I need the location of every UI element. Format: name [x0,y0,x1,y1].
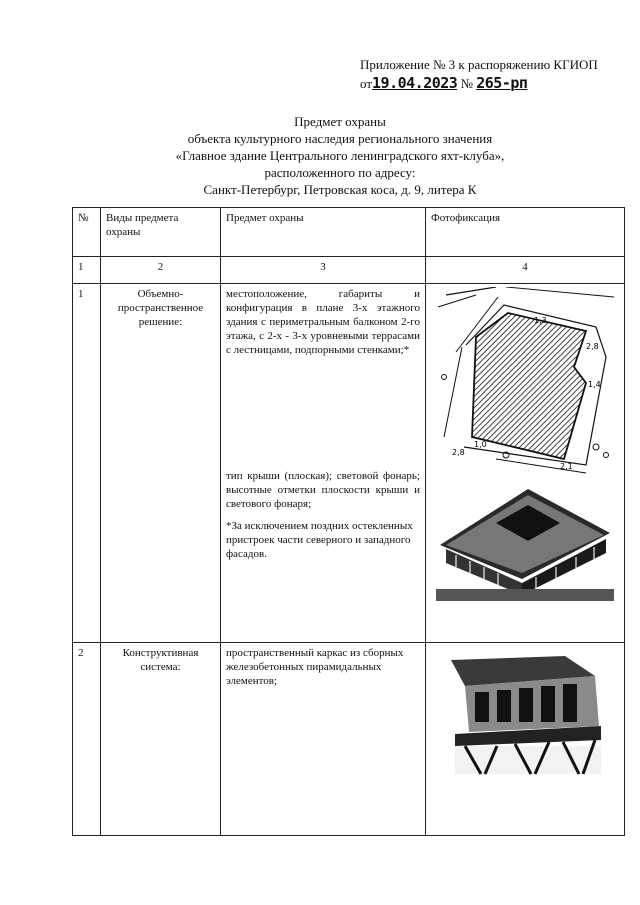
appendix-text: Приложение № 3 к распоряжению КГИОП [360,57,598,72]
column-number: 3 [221,257,426,284]
plan-label: 2,8 [586,342,599,351]
table-row [73,284,625,643]
column-number: 1 [73,257,101,284]
site-plan-image [436,287,614,477]
row-photos [426,284,625,643]
order-line [360,74,610,93]
plan-label: 1,4 [588,380,601,389]
appendix-header [360,56,610,93]
subject-text-1: местоположение, габариты и конфигурация в плане 3-х этажного здания с периметральным балконом 2-го этажа, с 2-х - 3-х уровневыми террасами с лестницами, подпорными стенками;* [226,288,420,356]
plan-label: 2,1 [560,462,573,471]
table-header-row [73,208,625,257]
order-date-handwritten: 19.04.2023 [372,74,458,92]
title-line-5: Санкт-Петербург, Петровская коса, д. 9, литера К [203,182,477,197]
title-line-4: расположенного по адресу: [264,165,416,180]
row-number: 1 [73,284,101,643]
document-title [140,113,540,198]
title-line-1: Предмет охраны [294,114,386,129]
order-number-handwritten: 265-рп [476,74,528,92]
table-row [73,643,625,836]
title-line-3: «Главное здание Центрального ленинградского яхт-клуба», [175,148,505,163]
from-label: от [360,76,373,91]
subject-note: *За исключением поздних остекленных пристроек части северного и западного фасадов. [226,520,413,560]
header-cell-photo: Фотофиксация [426,208,625,257]
row-subject [221,284,426,643]
column-number-row [73,257,625,284]
title-line-2: объекта культурного наследия регионального значения [187,131,493,146]
header-cell-subject: Предмет охраны [221,208,426,257]
building-photo-1 [436,483,614,601]
plan-label: 2,8 [452,448,465,457]
row-number: 2 [73,643,101,836]
column-number: 4 [426,257,625,284]
plan-label: 1,3 [534,316,547,325]
plan-label: 1,0 [474,440,487,449]
subject-text-1: пространственный каркас из сборных железобетонных пирамидальных элементов; [226,647,404,687]
row-subject [221,643,426,836]
subject-text-2: тип крыши (плоская); световой фонарь; высотные отметки плоскости крыши и светового фонаря; [226,470,420,510]
column-number: 2 [101,257,221,284]
header-cell-type: Виды предмета охраны [101,208,221,257]
building-photo-2 [445,656,605,776]
row-type: Объемно-пространственное решение: [101,284,221,643]
number-label: № [460,76,473,91]
row-photos [426,643,625,836]
protection-subject-table [72,207,625,836]
row-type: Конструктивная система: [101,643,221,836]
header-cell-number: № [73,208,101,257]
